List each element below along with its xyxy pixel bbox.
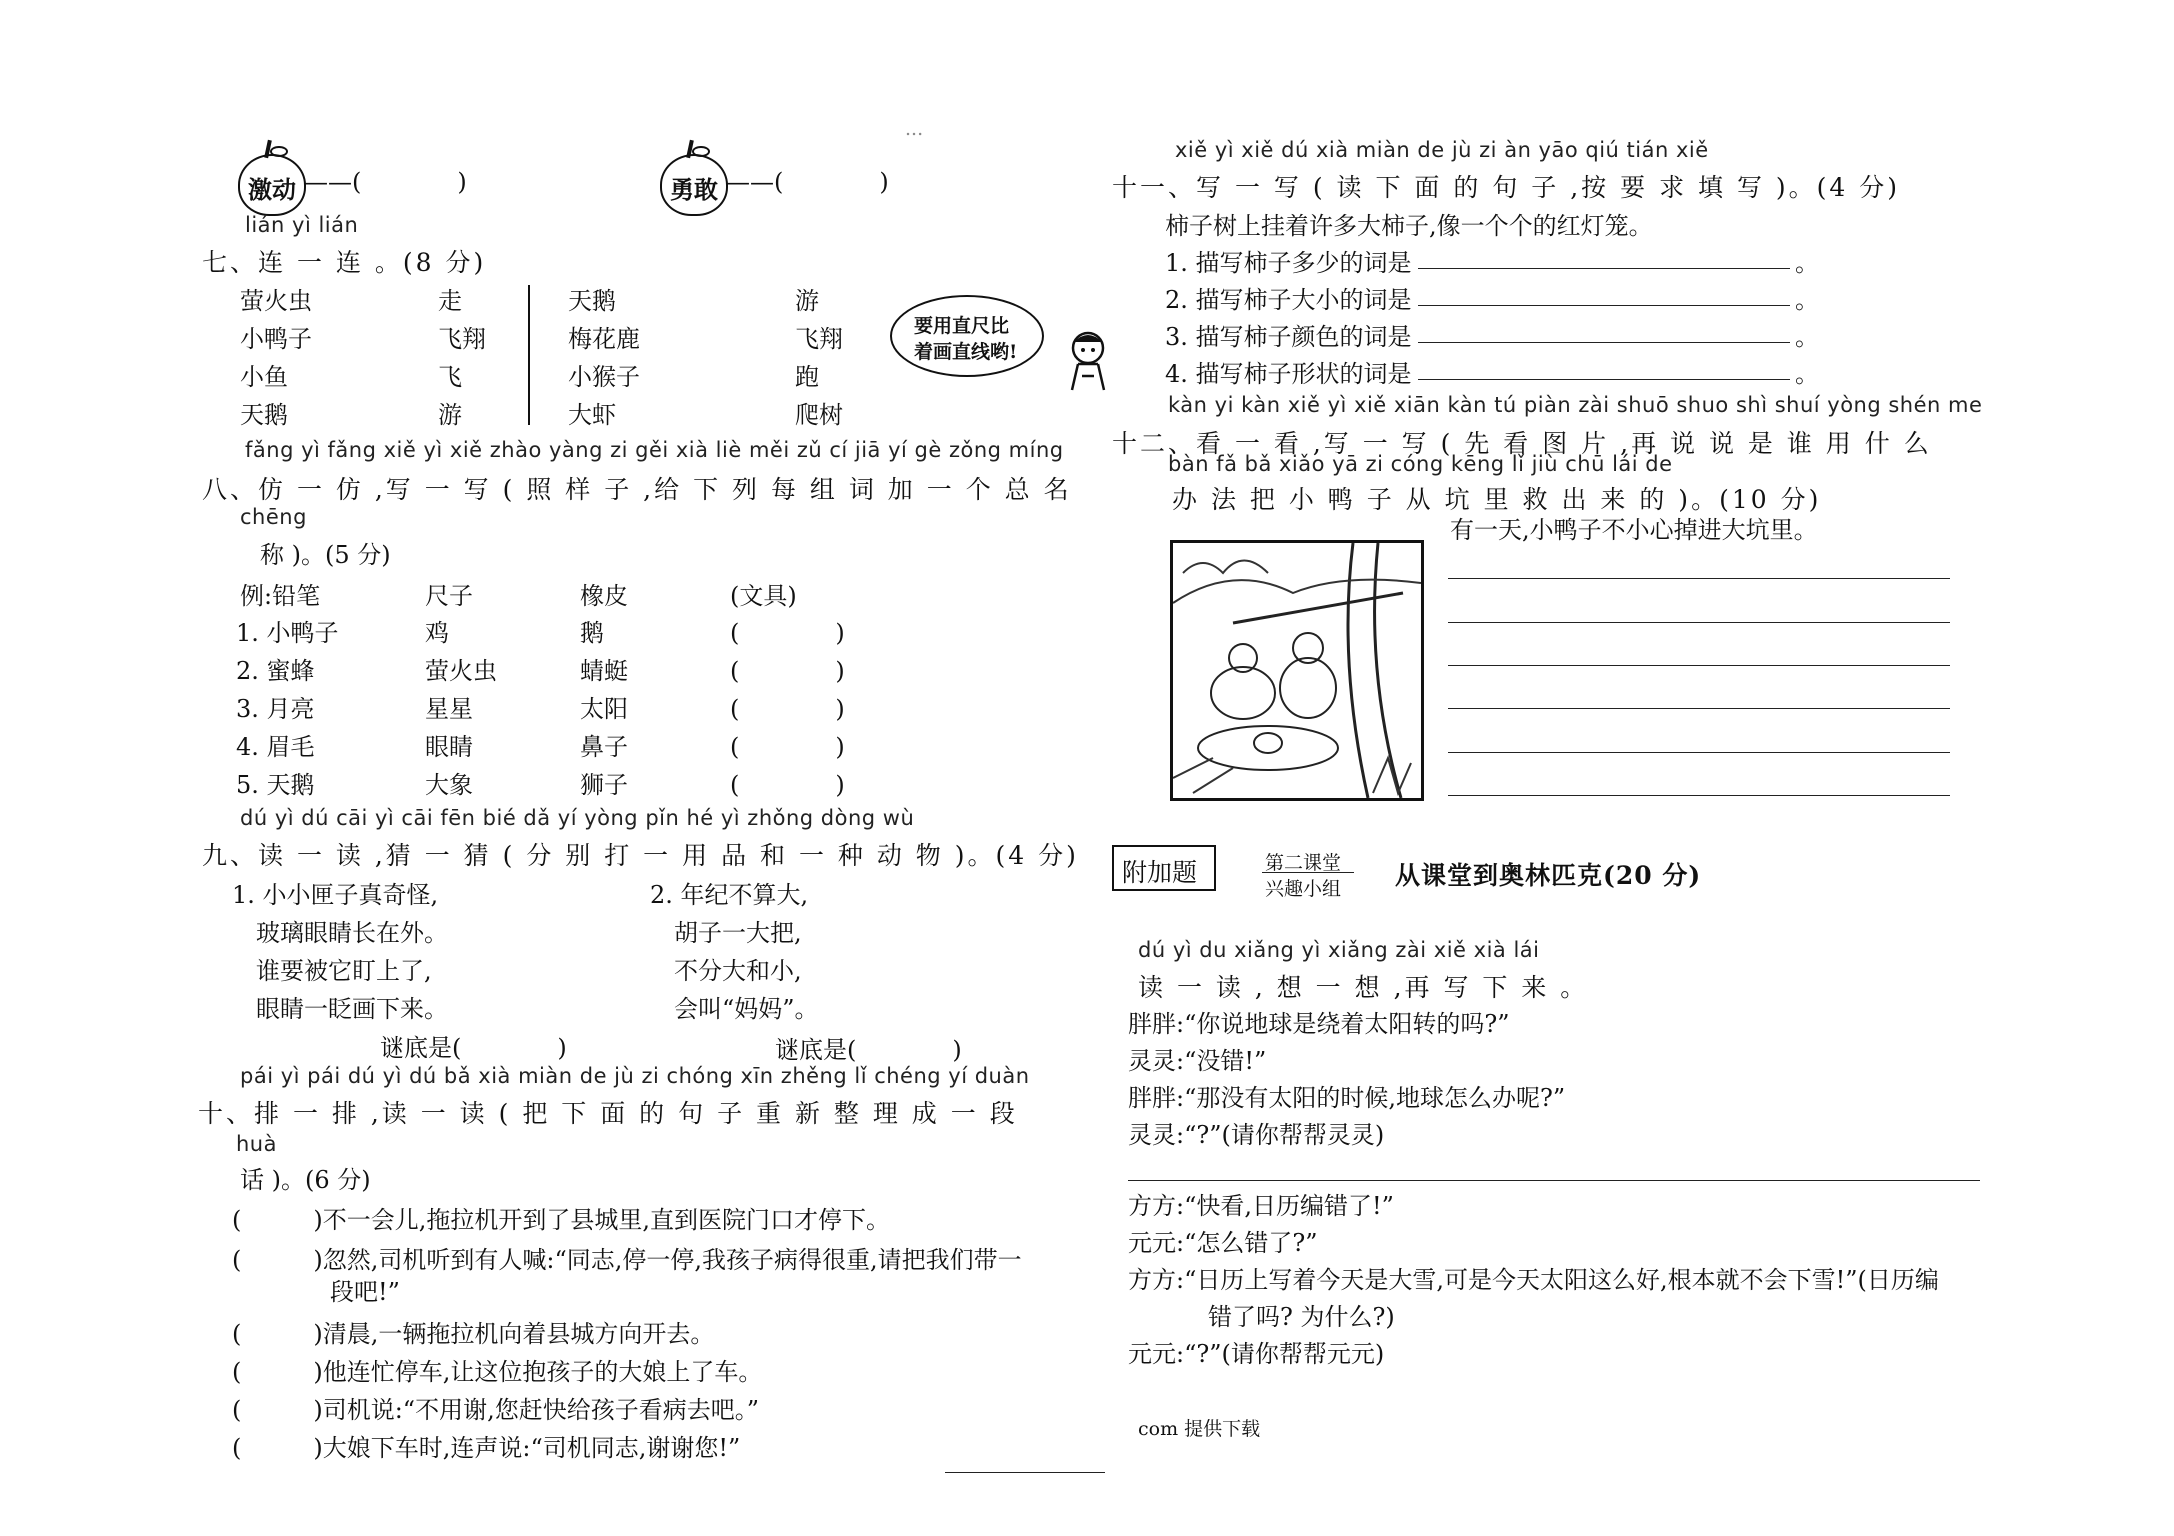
q8-word: 狮子 bbox=[580, 771, 628, 799]
dialog-line: 方方:“快看,日历编错了!” bbox=[1128, 1192, 1394, 1220]
q8-example-label: 例:铅笔 bbox=[240, 582, 321, 610]
apple-blank-2: ——( ) bbox=[726, 168, 889, 196]
q9-riddle-1 bbox=[232, 876, 448, 1028]
q8-col1 bbox=[236, 614, 339, 804]
q7-verb: 飞翔 bbox=[795, 325, 843, 353]
q8-word: 1. 小鸭子 bbox=[236, 619, 339, 647]
riddle-line: 会叫“妈妈”。 bbox=[674, 995, 819, 1023]
q8-blank[interactable]: ( ) bbox=[730, 733, 845, 761]
q7-word: 梅花鹿 bbox=[568, 325, 640, 353]
q11-blank[interactable] bbox=[1418, 342, 1790, 343]
q8-pinyin-1: fǎng yì fǎng xiě yì xiě zhào yàng zi gěi xià liè měi zǔ cí jiā yí gè zǒng míng bbox=[245, 438, 1064, 462]
dialog-line: 灵灵:“?”(请你帮帮灵灵) bbox=[1128, 1121, 1385, 1149]
bonus-sub-top: 第二课堂 bbox=[1265, 852, 1342, 874]
q8-word: 鹅 bbox=[580, 619, 604, 647]
q9-pinyin: dú yì dú cāi yì cāi fēn bié dǎ yí yòng pǐn hé yì zhǒng dòng wù bbox=[240, 806, 915, 830]
q8-blank[interactable]: ( ) bbox=[730, 695, 845, 723]
q7-word: 大虾 bbox=[568, 401, 616, 429]
bonus-dialog-2 bbox=[1128, 1188, 1939, 1373]
dialog-line: 元元:“怎么错了?” bbox=[1128, 1229, 1318, 1257]
q10-sentence: 段吧!” bbox=[330, 1278, 400, 1306]
speech-bubble bbox=[890, 295, 1044, 377]
q7-word: 小猴子 bbox=[568, 363, 640, 391]
q11-item: 3. 描写柿子颜色的词是 bbox=[1165, 323, 1412, 351]
header-mark: ... bbox=[905, 118, 924, 140]
q10-pinyin-2: huà bbox=[236, 1132, 277, 1156]
q11-item: 2. 描写柿子大小的词是 bbox=[1165, 286, 1412, 314]
q7-verb: 游 bbox=[438, 401, 462, 429]
dialog-line: 胖胖:“那没有太阳的时候,地球怎么办呢?” bbox=[1128, 1084, 1566, 1112]
q8-word: 萤火虫 bbox=[425, 657, 497, 685]
q7-right-words bbox=[568, 282, 640, 434]
q8-example-word: 橡皮 bbox=[580, 582, 628, 610]
q8-blank[interactable]: ( ) bbox=[730, 771, 845, 799]
duckling-illustration bbox=[1170, 540, 1424, 801]
q8-example-answer: (文具) bbox=[730, 582, 797, 610]
q8-col2 bbox=[425, 614, 497, 804]
q7-verb: 飞 bbox=[438, 363, 462, 391]
q8-word: 3. 月亮 bbox=[236, 695, 315, 723]
q8-pinyin-2: chēng bbox=[240, 505, 307, 529]
q8-title-2: 称 )。(5 分) bbox=[260, 541, 391, 569]
q12-writing-line[interactable] bbox=[1448, 578, 1950, 579]
q12-pinyin-2: bàn fǎ bǎ xiǎo yā zi cóng kēng lǐ jiù chū lái de bbox=[1168, 452, 1673, 476]
cartoon-boy-icon bbox=[1060, 328, 1118, 392]
q11-item: 1. 描写柿子多少的词是 bbox=[1165, 249, 1412, 277]
q11-blank[interactable] bbox=[1418, 305, 1790, 306]
q11-item: 4. 描写柿子形状的词是 bbox=[1165, 360, 1412, 388]
riddle-line: 1. 小小匣子真奇怪, bbox=[232, 881, 439, 909]
q12-title-1: 十二、看 一 看 ,写 一 写 ( 先 看 图 片 ,再 说 说 是 谁 用 什 么 bbox=[1112, 429, 1932, 458]
q7-title: 七、连 一 连 。(8 分) bbox=[202, 248, 487, 277]
q10-sentence: ( )他连忙停车,让这位抱孩子的大娘上了车。 bbox=[232, 1358, 763, 1386]
q9-riddle-2 bbox=[650, 876, 819, 1028]
q12-title-2: 办 法 把 小 鸭 子 从 坑 里 救 出 来 的 )。(10 分) bbox=[1172, 485, 1822, 514]
riddle-line: 不分大和小, bbox=[674, 957, 802, 985]
riddle-line: 谁要被它盯上了, bbox=[256, 957, 432, 985]
q10-sentence: ( )清晨,一辆拖拉机向着县城方向开去。 bbox=[232, 1320, 715, 1348]
q9-answer-2[interactable]: 谜底是( ) bbox=[775, 1036, 962, 1064]
q7-verb: 飞翔 bbox=[438, 325, 486, 353]
q7-left-words bbox=[240, 282, 312, 434]
bonus-instruction: 读 一 读 , 想 一 想 ,再 写 下 来 。 bbox=[1138, 973, 1589, 1002]
bonus-answer-line[interactable] bbox=[1128, 1180, 1980, 1181]
q8-blank[interactable]: ( ) bbox=[730, 657, 845, 685]
dialog-line: 方方:“日历上写着今天是大雪,可是今天太阳这么好,根本就不会下雪!”(日历编 bbox=[1128, 1266, 1939, 1294]
bubble-line: 要用直尺比 bbox=[914, 315, 1010, 337]
q7-word: 天鹅 bbox=[240, 401, 288, 429]
bottom-rule bbox=[945, 1472, 1105, 1473]
q8-word: 星星 bbox=[425, 695, 473, 723]
q9-answer-1[interactable]: 谜底是( ) bbox=[380, 1034, 567, 1062]
q11-blank[interactable] bbox=[1418, 268, 1790, 269]
duckling-in-pit-image bbox=[1173, 543, 1421, 798]
q9-title: 九、读 一 读 ,猜 一 猜 ( 分 别 打 一 用 品 和 一 种 动 物 )。(4 分) bbox=[202, 841, 1079, 870]
footer-credit: com 提供下载 bbox=[1138, 1418, 1261, 1440]
q7-verb: 游 bbox=[795, 287, 819, 315]
apple-word-1: 激动 bbox=[248, 175, 296, 204]
q8-blank[interactable]: ( ) bbox=[730, 619, 845, 647]
q10-title-2: 话 )。(6 分) bbox=[240, 1166, 371, 1194]
riddle-line: 2. 年纪不算大, bbox=[650, 881, 809, 909]
q7-word: 小鱼 bbox=[240, 363, 288, 391]
dialog-line: 元元:“?”(请你帮帮元元) bbox=[1128, 1340, 1385, 1368]
q11-end: 。 bbox=[1795, 323, 1819, 351]
q12-writing-line[interactable] bbox=[1448, 622, 1950, 623]
q12-prompt: 有一天,小鸭子不小心掉进大坑里。 bbox=[1450, 516, 1818, 544]
q8-word: 眼睛 bbox=[425, 733, 473, 761]
q12-writing-line[interactable] bbox=[1448, 708, 1950, 709]
bubble-line: 着画直线哟! bbox=[914, 341, 1018, 363]
q8-word: 太阳 bbox=[580, 695, 628, 723]
dialog-line: 胖胖:“你说地球是绕着太阳转的吗?” bbox=[1128, 1010, 1510, 1038]
q7-verb: 走 bbox=[438, 287, 462, 315]
q11-end: 。 bbox=[1795, 249, 1819, 277]
q8-example-word: 尺子 bbox=[425, 582, 473, 610]
q8-word: 大象 bbox=[425, 771, 473, 799]
bonus-sub-bottom: 兴趣小组 bbox=[1265, 878, 1342, 900]
q7-right-verbs bbox=[795, 282, 843, 434]
q12-writing-line[interactable] bbox=[1448, 752, 1950, 753]
q8-word: 4. 眉毛 bbox=[236, 733, 315, 761]
q7-word: 小鸭子 bbox=[240, 325, 312, 353]
q7-divider bbox=[528, 285, 530, 425]
q7-word: 萤火虫 bbox=[240, 287, 312, 315]
q11-end: 。 bbox=[1795, 286, 1819, 314]
q10-sentence: ( )忽然,司机听到有人喊:“同志,停一停,我孩子病得很重,请把我们带一 bbox=[232, 1246, 1022, 1274]
bonus-pinyin: dú yì du xiǎng yì xiǎng zài xiě xià lái bbox=[1138, 938, 1540, 962]
apple-blank-1: ——( ) bbox=[304, 168, 467, 196]
q7-word: 天鹅 bbox=[568, 287, 616, 315]
apple-word-2: 勇敢 bbox=[670, 175, 718, 204]
q12-writing-line[interactable] bbox=[1448, 795, 1950, 796]
q10-pinyin-1: pái yì pái dú yì dú bǎ xià miàn de jù zi chóng xīn zhěng lǐ chéng yí duàn bbox=[240, 1064, 1030, 1088]
q12-pinyin-1: kàn yi kàn xiě yì xiě xiān kàn tú piàn zài shuō shuo shì shuí yòng shén me bbox=[1168, 393, 1983, 417]
q7-left-verbs bbox=[438, 282, 486, 434]
q7-verb: 跑 bbox=[795, 363, 819, 391]
riddle-line: 胡子一大把, bbox=[674, 919, 802, 947]
q10-sentence: ( )司机说:“不用谢,您赶快给孩子看病去吧。” bbox=[232, 1396, 759, 1424]
apple-icon bbox=[238, 154, 306, 216]
dialog-line: 错了吗? 为什么?) bbox=[1208, 1303, 1395, 1331]
q8-word: 5. 天鹅 bbox=[236, 771, 315, 799]
q11-title: 十一、写 一 写 ( 读 下 面 的 句 子 ,按 要 求 填 写 )。(4 分) bbox=[1112, 173, 1901, 202]
q7-verb: 爬树 bbox=[795, 401, 843, 429]
q7-pinyin: lián yì lián bbox=[245, 213, 359, 237]
bonus-title: 从课堂到奥林匹克(20 分) bbox=[1395, 861, 1702, 890]
q11-sentence: 柿子树上挂着许多大柿子,像一个个的红灯笼。 bbox=[1165, 212, 1653, 240]
q11-blank[interactable] bbox=[1418, 379, 1790, 380]
q10-sentence: ( )不一会儿,拖拉机开到了县城里,直到医院门口才停下。 bbox=[232, 1206, 890, 1234]
bonus-sub-divider bbox=[1262, 872, 1354, 873]
q8-word: 蜻蜓 bbox=[580, 657, 628, 685]
bonus-tag bbox=[1112, 845, 1216, 891]
q8-word: 鼻子 bbox=[580, 733, 628, 761]
q8-col3 bbox=[580, 614, 628, 804]
bonus-dialog-1 bbox=[1128, 1006, 1565, 1154]
q10-sentence: ( )大娘下车时,连声说:“司机同志,谢谢您!” bbox=[232, 1434, 741, 1462]
q8-answer-col bbox=[730, 614, 845, 804]
q12-writing-line[interactable] bbox=[1448, 665, 1950, 666]
bonus-tag-label: 附加题 bbox=[1122, 858, 1198, 887]
dialog-line: 灵灵:“没错!” bbox=[1128, 1047, 1267, 1075]
riddle-line: 眼睛一眨画下来。 bbox=[256, 995, 448, 1023]
q8-word: 2. 蜜蜂 bbox=[236, 657, 315, 685]
q11-end: 。 bbox=[1795, 360, 1819, 388]
q11-pinyin: xiě yì xiě dú xià miàn de jù zi àn yāo qiú tián xiě bbox=[1175, 138, 1709, 162]
q8-word: 鸡 bbox=[425, 619, 449, 647]
q8-title-1: 八、仿 一 仿 ,写 一 写 ( 照 样 子 ,给 下 列 每 组 词 加 一 个 总 名 bbox=[202, 475, 1072, 504]
q10-title-1: 十、排 一 排 ,读 一 读 ( 把 下 面 的 句 子 重 新 整 理 成 一 段 bbox=[198, 1099, 1018, 1128]
apple-icon bbox=[660, 154, 728, 216]
riddle-line: 玻璃眼睛长在外。 bbox=[256, 919, 448, 947]
